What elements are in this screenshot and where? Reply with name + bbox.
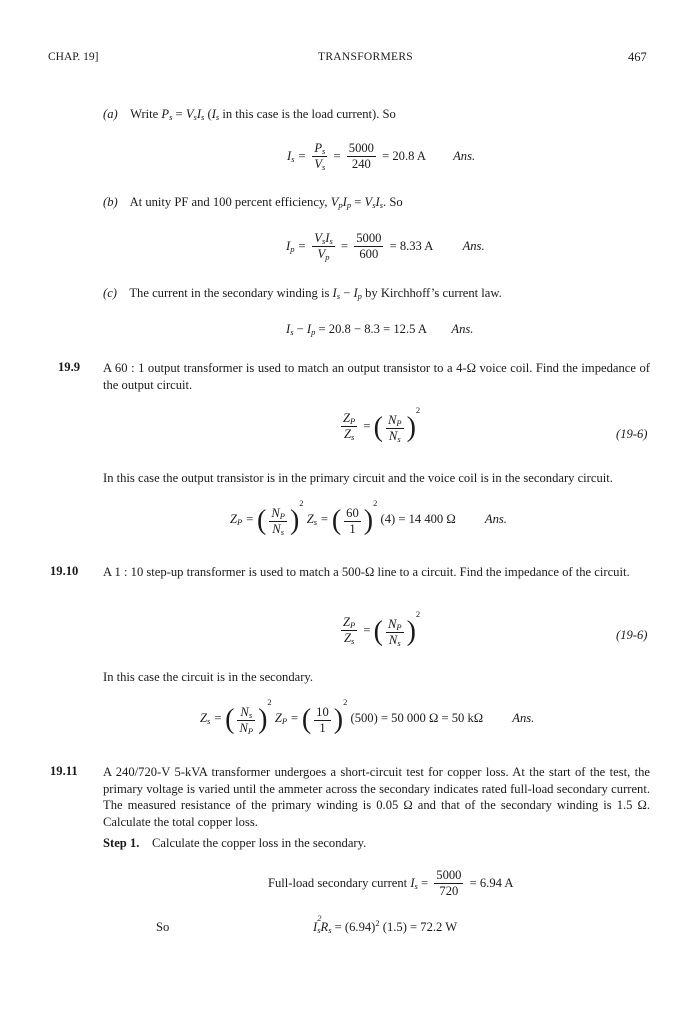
problem-19-11-number: 19.11 bbox=[50, 764, 78, 778]
problem-19-10-solution: $Z_s$ = ( $\frac{N_s}{N_P}$ )$^2$ $Z_P$ = ( $\frac{10}{1}$ )$^2$ (500) = 50 000 Ω = 50 kΩ Ans. bbox=[200, 697, 535, 736]
problem-19-10-number: 19.10 bbox=[50, 564, 79, 578]
full-load-den: 720 bbox=[439, 884, 459, 898]
problem-19-10-formula: $\frac{Z_P}{Z_s}$ = ( $\frac{N_P}{N_s}$ )$^2$ bbox=[343, 609, 421, 648]
problem-19-10-text: A 1 : 10 step-up transformer is used to match a 500-Ω line to a circuit. Find the impedance of the circuit. bbox=[103, 565, 630, 579]
full-load-num: 5000 bbox=[436, 868, 462, 882]
step-1-text: Calculate the copper loss in the secondary. bbox=[151, 836, 367, 850]
problem-19-10-result: (500) = 50 000 Ω = 50 kΩ bbox=[350, 711, 484, 726]
problem-19-9-eq-ref: (19-6) bbox=[616, 427, 648, 441]
full-load-result: = 6.94 A bbox=[469, 876, 514, 890]
part-b-ans: Ans. bbox=[462, 239, 485, 253]
full-load-current-equation: Full-load secondary current $I_s$ = $\frac{5000}{720}$ = 6.94 A bbox=[268, 868, 514, 898]
problem-19-10-explain: In this case the circuit is in the secondary. bbox=[103, 670, 314, 684]
problem-19-9-solution: $Z_P$ = ( $\frac{N_P}{N_s}$ )$^2$ $Z_s$ = ( $\frac{60}{1}$ )$^2$ (4) = 14 400 Ω Ans. bbox=[230, 498, 507, 537]
problem-19-9-text: A 60 : 1 output transformer is used to match an output transistor to a 4-Ω voice coil. Find the impedance of the output circuit. bbox=[103, 361, 650, 392]
part-a-text-pre: Write bbox=[130, 107, 159, 121]
part-a-result: = 20.8 A bbox=[382, 149, 426, 163]
part-a-ans: Ans. bbox=[453, 149, 476, 163]
part-c-equation: $I_s - I_p = 20.8 - 8.3 = 12.5$ A Ans. bbox=[286, 322, 474, 337]
part-b-result: = 8.33 A bbox=[389, 239, 434, 253]
running-head-title: TRANSFORMERS bbox=[318, 51, 413, 63]
part-b-line: (b) At unity PF and 100 percent efficiency, $V_pI_p = V_sI_s$. So bbox=[103, 195, 403, 210]
part-b-frac2-num: 5000 bbox=[356, 231, 382, 245]
part-b-frac2-den: 600 bbox=[359, 247, 379, 261]
step-1-line bbox=[103, 836, 366, 851]
page-number: 467 bbox=[628, 50, 647, 64]
problem-19-10-ratio-den: 1 bbox=[319, 720, 326, 735]
part-a-label: (a) bbox=[103, 107, 118, 121]
so-label: So bbox=[156, 920, 170, 934]
problem-19-9-explain: In this case the output transistor is in the primary circuit and the voice coil is in the secondary circuit. bbox=[103, 471, 613, 485]
part-b-equation: $I_p$ = $\frac{V_sI_s}{V_p}$ = $\frac{5000}{600}$ = 8.33 A Ans. bbox=[286, 231, 485, 262]
copper-loss-equation: I 2 $_sR_s = (6.94)^2$ (1.5) = 72.2 W bbox=[313, 913, 458, 935]
part-c-label: (c) bbox=[103, 286, 117, 300]
part-a-line: (a) Write $P_s = V_sI_s$ ($I_s$ in this case is the load current). So bbox=[103, 107, 396, 122]
problem-19-9-number: 19.9 bbox=[58, 360, 81, 374]
problem-19-10-ans: Ans. bbox=[512, 711, 535, 726]
problem-19-9-result: (4) = 14 400 Ω bbox=[380, 512, 456, 527]
part-b-label: (b) bbox=[103, 195, 118, 209]
problem-19-10-ratio-num: 10 bbox=[316, 704, 329, 719]
problem-19-9-ratio-num: 60 bbox=[346, 505, 359, 520]
problem-19-9-formula: $\frac{Z_P}{Z_s}$ = ( $\frac{N_P}{N_s}$ )$^2$ bbox=[343, 405, 421, 444]
problem-19-9-ans: Ans. bbox=[484, 512, 507, 527]
part-c-line: (c) The current in the secondary winding is $I_s - I_p$ by Kirchhoff’s current law. bbox=[103, 286, 502, 301]
problem-19-9-ratio-den: 1 bbox=[349, 521, 356, 536]
part-a-frac2-den: 240 bbox=[351, 157, 371, 171]
step-1-label: Step 1. bbox=[103, 836, 140, 850]
part-a-equation: $I_s$ = $\frac{P_s}{V_s}$ = $\frac{5000}{240}$ = 20.8 A Ans. bbox=[287, 141, 476, 172]
problem-19-11-text: A 240/720-V 5-kVA transformer undergoes a short-circuit test for copper loss. At the start of the test, the primary voltage is varied until the ammeter across the secondary indicates rated full-load secondary current. The measured resistance of the primary winding is 0.05 Ω and that of the secondary winding is 1.5 Ω. Calculate the total copper loss. bbox=[103, 765, 650, 829]
part-c-ans: Ans. bbox=[451, 322, 474, 336]
running-head-chapter: CHAP. 19] bbox=[48, 51, 99, 63]
part-a-frac2-num: 5000 bbox=[348, 141, 374, 155]
problem-19-10-eq-ref: (19-6) bbox=[616, 628, 648, 642]
